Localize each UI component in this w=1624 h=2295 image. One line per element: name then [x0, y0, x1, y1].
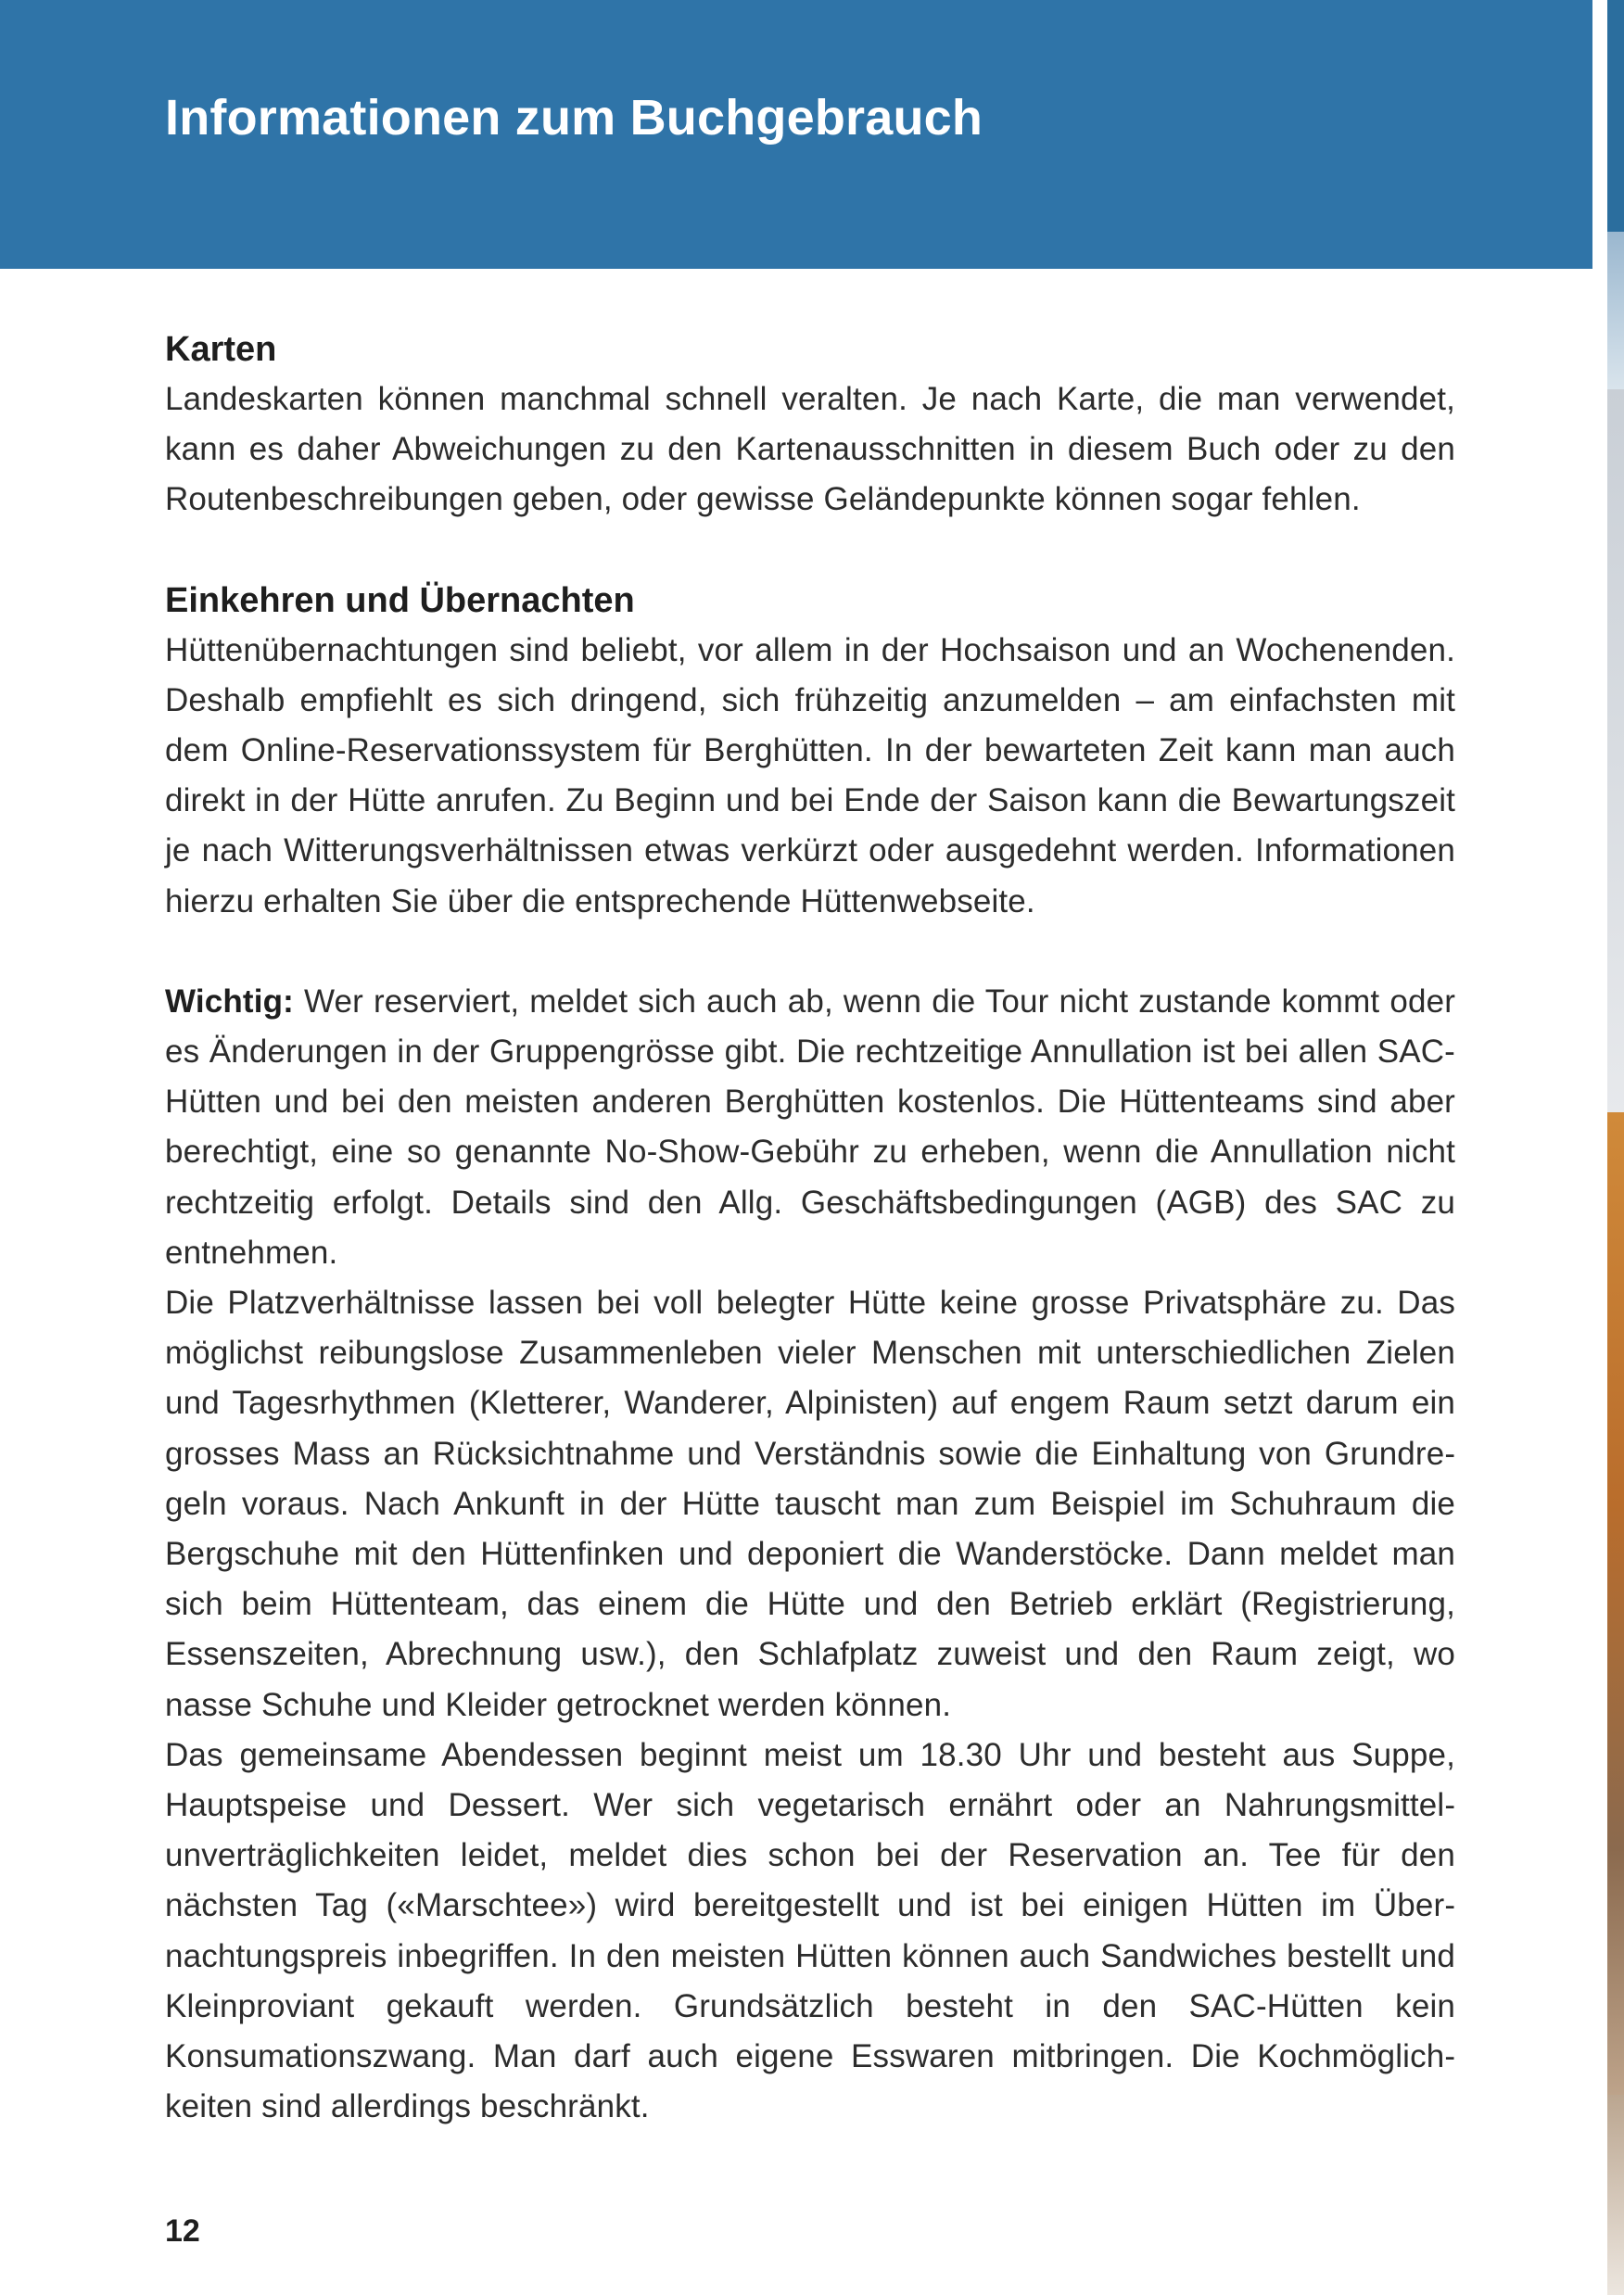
page-title: Informationen zum Buchgebrauch	[165, 90, 983, 146]
paragraph-abendessen: Das gemeinsame Abendessen beginnt meist um 18.30 Uhr und besteht aus Suppe, Hauptspeise und Dessert. Wer sich vegetarisch ernährt oder an Nahrungsmittelunverträglichkeiten leidet, meldet dies schon bei der Reservation an. Tee für den nächsten Tag («Marschtee») wird bereitgestellt und ist bei einigen Hütten im Übernachtungspreis inbegriffen. In den meisten Hütten können auch Sandwiches bestellt und Kleinproviant gekauft werden. Grundsätzlich besteht in den SAC-Hütten kein Konsumationszwang. Man darf auch eigene Esswaren mitbringen. Die Kochmöglichkeiten sind allerdings beschränkt.	[165, 1736, 1455, 2125]
page-number: 12	[165, 2213, 200, 2249]
spacer	[165, 927, 1455, 977]
paragraph-platzverhaeltnisse: Die Platzverhältnisse lassen bei voll belegter Hütte keine grosse Privatsphäre zu. Das möglichst reibungslose Zusammenleben vieler Menschen mit unterschiedlichen Zielen und Tagesrhythmen (Kletterer, Wanderer, Alpinisten) auf engem Raum setzt darum ein grosses Mass an Rücksichtnahme und Verständnis sowie die Einhaltung von Grundregeln voraus. Nach Ankunft in der Hütte tauscht man zum Beispiel im Schuhraum die Bergschuhe mit den Hüttenfinken und deponiert die Wanderstöcke. Dann meldet man sich beim Hüttenteam, das einem die Hütte und den Betrieb erklärt (Registrierung, Essenszeiten, Abrechnung usw.), den Schlafplatz zuweist und den Raum zeigt, wo nasse Schuhe und Kleider getrocknet werden können.	[165, 1285, 1455, 1723]
paragraph-wichtig	[165, 977, 1455, 1278]
paragraph-einkehren: Hüttenübernachtungen sind beliebt, vor allem in der Hochsaison und an Wochenenden. Deshalb empfiehlt es sich dringend, sich frühzeitig anzumelden – am einfachsten mit dem Online-Reservationssystem für Berghütten. In der bewarteten Zeit kann man auch direkt in der Hütte anrufen. Zu Beginn und bei Ende der Saison kann die Bewartungszeit je nach Witterungsverhältnissen etwas verkürzt oder ausgedehnt werden. Informationen hierzu erhalten Sie über die entsprechende Hüttenwebseite.	[165, 631, 1455, 919]
edge-segment-gray	[1607, 389, 1624, 1112]
adjacent-page-edge	[1607, 0, 1624, 2295]
edge-segment-bottom	[1607, 2095, 1624, 2295]
body-content	[165, 324, 1455, 2133]
edge-segment-photo	[1607, 1112, 1624, 2095]
wichtig-text: Wer reserviert, meldet sich auch ab, wenn die Tour nicht zustande kommt oder es Änderungen in der Gruppengrösse gibt. Die rechtzeitige Annullation ist bei allen SAC-Hütten und bei den meisten anderen Berghütten kostenlos. Die Hüttenteams sind aber berechtigt, eine so genannte No-Show-Gebühr zu erheben, wenn die Annullation nicht rechtzeitig erfolgt. Details sind den Allg. Geschäftsbedingungen (AGB) des SAC zu entnehmen.	[165, 983, 1455, 1271]
spacer	[165, 526, 1455, 576]
edge-segment-sky	[1607, 232, 1624, 389]
edge-segment-blue	[1607, 0, 1624, 232]
section-heading-karten: Karten	[165, 330, 277, 369]
section-heading-einkehren: Einkehren und Übernachten	[165, 580, 635, 620]
paragraph-karten: Landeskarten können manchmal schnell veralten. Je nach Karte, die man verwendet, kann es daher Abweichungen zu den Kartenausschnitten in diesem Buch oder zu den Routenbeschreibungen geben, oder gewisse Geländepunkte können sogar fehlen.	[165, 381, 1455, 518]
wichtig-label: Wichtig:	[165, 983, 294, 1020]
header-band	[0, 0, 1592, 269]
